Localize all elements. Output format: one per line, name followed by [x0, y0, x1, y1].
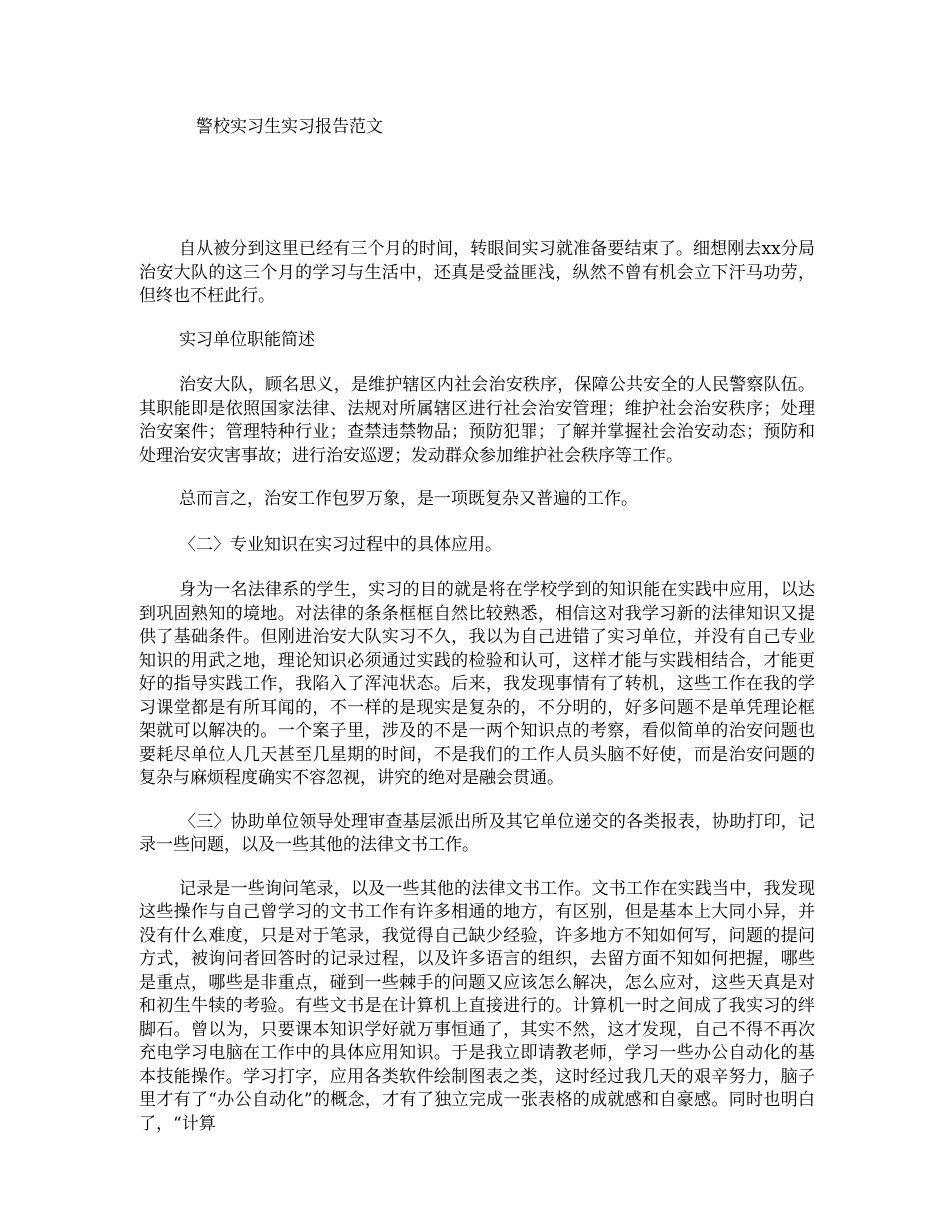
document-body	[139, 238, 815, 1156]
section-heading-knowledge-application: 〈二〉专业知识在实习过程中的具体应用。	[179, 534, 502, 555]
section-heading-unit-functions: 实习单位职能简述	[179, 329, 315, 350]
paragraph-summary: 总而言之，治安工作包罗万象，是一项既复杂又普遍的工作。	[179, 489, 638, 509]
paragraph-intro: 自从被分到这里已经有三个月的时间，转眼间实习就准备要结束了。细想刚去xx分局治安大队的这三个月的学习与生活中，还真是受益匪浅，纵然不曾有机会立下汗马功劳，但终也不枉此行。	[139, 239, 815, 306]
paragraph-records: 记录是一些询问笔录，以及一些其他的法律文书工作。文书工作在实践当中，我发现这些操作与自己曾学习的文书工作有许多相通的地方，有区别，但是基本上大同小异，并没有什么难度，只是对于笔录，我觉得自己缺少经验，许多地方不知如何写，问题的提问方式，被询问者回答时的记录过程，以及许多语言的组织，去留方面不知如何把握，哪些是重点，哪些是非重点，碰到一些棘手的问题又应该怎么解决，怎么应对，这些天真是对和初生牛犊的考验。有些文书是在计算机上直接进行的。计算机一时之间成了我实习的绊脚石。曾以为，只要课本知识学好就万事恒通了，其实不然，这才发现，自己不得不再次充电学习电脑在工作中的具体应用知识。于是我立即请教老师，学习一些办公自动化的基本技能操作。学习打字，应用各类软件绘制图表之类，这时经过我几天的艰辛努力，脑子里才有了“办公自动化”的概念，才有了独立完成一张表格的成就感和自豪感。同时也明白了，“计算	[139, 878, 815, 1134]
paragraph-knowledge-application: 身为一名法律系的学生，实习的目的就是将在学校学到的知识能在实践中应用，以达到巩固熟知的境地。对法律的条条框框自然比较熟悉，相信这对我学习新的法律知识又提供了基础条件。但刚进治安大队实习不久，我以为自己进错了实习单位，并没有自己专业知识的用武之地，理论知识必须通过实践的检验和认可，这样才能与实践相结合，才能更好的指导实践工作，我陷入了浑沌状态。后来，我发现事情有了转机，这些工作在我的学习课堂都是有所耳闻的，不一样的是现实是复杂的，不分明的，好多问题不是单凭理论框架就可以解决的。一个案子里，涉及的不是一两个知识点的考察，看似简单的治安问题也要耗尽单位人几天甚至几星期的时间，不是我们的工作人员头脑不好使，而是治安问题的复杂与麻烦程度确实不容忽视，讲究的绝对是融会贯通。	[139, 580, 815, 788]
document-title: 警校实习生实习报告范文	[196, 117, 383, 137]
paragraph-unit-functions: 治安大队，顾名思义，是维护辖区内社会治安秩序，保障公共安全的人民警察队伍。其职能即是依照国家法律、法规对所属辖区进行社会治安管理；维护社会治安秩序；处理治安案件；管理特种行业；查禁违禁物品；预防犯罪；了解并掌握社会治安动态；预防和处理治安灾害事故；进行治安巡逻；发动群众参加维护社会秩序等工作。	[139, 375, 815, 466]
section-heading-assist-leaders: 〈三〉协助单位领导处理审查基层派出所及其它单位递交的各类报表，协助打印，记录一些问题，以及一些其他的法律文书工作。	[139, 811, 815, 855]
